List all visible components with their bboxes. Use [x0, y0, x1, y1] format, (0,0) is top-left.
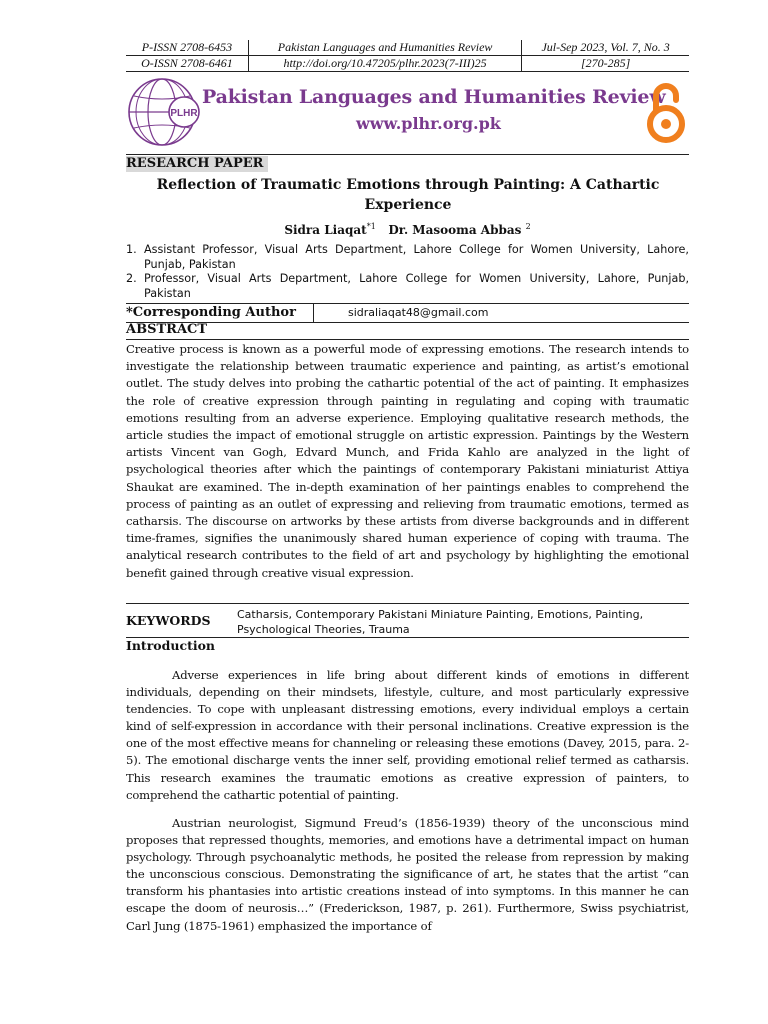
banner-divider [126, 154, 689, 155]
author-line [126, 222, 689, 237]
oissn: O-ISSN 2708-6461 [126, 56, 248, 72]
corresponding-divider [313, 304, 314, 322]
journal-name: Pakistan Languages and Humanities Review [248, 40, 521, 56]
issue-info: Jul-Sep 2023, Vol. 7, No. 3 [522, 40, 689, 56]
affiliation-number: 1. [126, 243, 137, 256]
banner-title: Pakistan Languages and Humanities Review [202, 86, 666, 108]
plhr-globe-logo [124, 76, 202, 148]
affiliation-text: Professor, Visual Arts Department, Lahore College for Women University, Lahore, Punjab, Pakistan [144, 272, 689, 300]
corresponding-author-row [126, 303, 689, 323]
keywords-label: KEYWORDS [126, 613, 211, 628]
affiliations [126, 243, 689, 301]
affiliation-item [126, 243, 689, 272]
intro-paragraph-1: Adverse experiences in life bring about different kinds of emotions in different individuals, depending on their mindsets, lifestyle, culture, and most particularly expressive tendencies. To cope with unpleasant distressing emotions, every individual employs a certain kind of self-expression in accordance with their personal inclinations. Creative expression is the one of the most effective means for channeling or releasing these emotions (Davey, 2015, para. 2-5). The emotional discharge vents the inner self, providing emotional relief termed as catharsis. This research examines the traumatic emotions as creative expression of painters, to comprehend the cathartic potential of painting. [126, 668, 689, 802]
keywords-divider-top [126, 603, 689, 604]
journal-banner [124, 76, 690, 148]
author-2-sup: 2 [525, 222, 531, 231]
article-type-label: RESEARCH PAPER [126, 156, 268, 172]
affiliation-item [126, 272, 689, 301]
banner-url[interactable]: www.plhr.org.pk [356, 114, 501, 133]
page-range: [270-285] [522, 56, 689, 72]
intro-paragraph-2: Austrian neurologist, Sigmund Freud’s (1856-1939) theory of the unconscious mind proposes that repressed thoughts, memories, and emotions have a detrimental impact on human psychology. Through psychoanalytic methods, he posited the release from repression by making the unconscious conscious. Demonstrating the significance of art, he states that the artist “can transform his phantasies into artistic creations instead of into symptoms. In this manner he can escape the doom of neurosis…” (Frederickson, 1987, p. 261). Furthermore, Swiss psychiatrist, Carl Jung (1875-1961) emphasized the importance of [126, 816, 689, 933]
author-1-sup: *1 [366, 222, 376, 231]
abstract-text: Creative process is known as a powerful mode of expressing emotions. The research intends to investigate the relationship between traumatic experience and painting, as artist’s emotional outlet. The study delves into probing the cathartic potential of the act of painting. It emphasizes the role of creative expression through painting in regulating and coping with traumatic emotions resulting from an adverse experience. Employing qualitative research methods, the article studies the impact of emotional struggle on artistic expression. Paintings by the Western artists Vincent van Gogh, Edvard Munch, and Frida Kahlo are analyzed in the light of psychological theories after which the paintings of contemporary Pakistani miniaturist Attiya Shaukat are examined. The in-depth examination of her paintings enables to comprehend the process of painting as an outlet of expressing and relieving from traumatic emotions, termed as catharsis. The discourse on artworks by these artists from diverse backgrounds and in different time-frames, signifies the unanimously shared human experience of coping with trauma. The analytical research contributes to the field of art and psychology by highlighting the emotional benefit gained through creative visual expression. [126, 342, 689, 580]
corresponding-author-label: *Corresponding Author [126, 305, 296, 320]
abstract-divider [126, 339, 689, 340]
plhr-logo-text: PLHR [170, 108, 198, 119]
open-access-icon [646, 82, 686, 144]
affiliation-text: Assistant Professor, Visual Arts Department, Lahore College for Women University, Lahore, Punjab, Pakistan [144, 243, 689, 271]
corresponding-email[interactable]: sidraliaqat48@gmail.com [348, 306, 489, 319]
keywords-text: Catharsis, Contemporary Pakistani Miniature Painting, Emotions, Painting, Psychological Theories, Trauma [237, 608, 644, 636]
author-1: Sidra Liaqat [284, 223, 367, 237]
pissn: P-ISSN 2708-6453 [126, 40, 248, 56]
introduction-heading: Introduction [126, 638, 216, 653]
journal-header-table [126, 40, 689, 72]
doi-link[interactable]: http://doi.org/10.47205/plhr.2023(7-III)25 [248, 56, 521, 72]
paper-title: Reflection of Traumatic Emotions through Painting: A Cathartic Experience [156, 177, 660, 213]
abstract-heading: ABSTRACT [126, 322, 208, 337]
affiliation-number: 2. [126, 272, 137, 285]
author-2: Dr. Masooma Abbas [388, 223, 522, 237]
